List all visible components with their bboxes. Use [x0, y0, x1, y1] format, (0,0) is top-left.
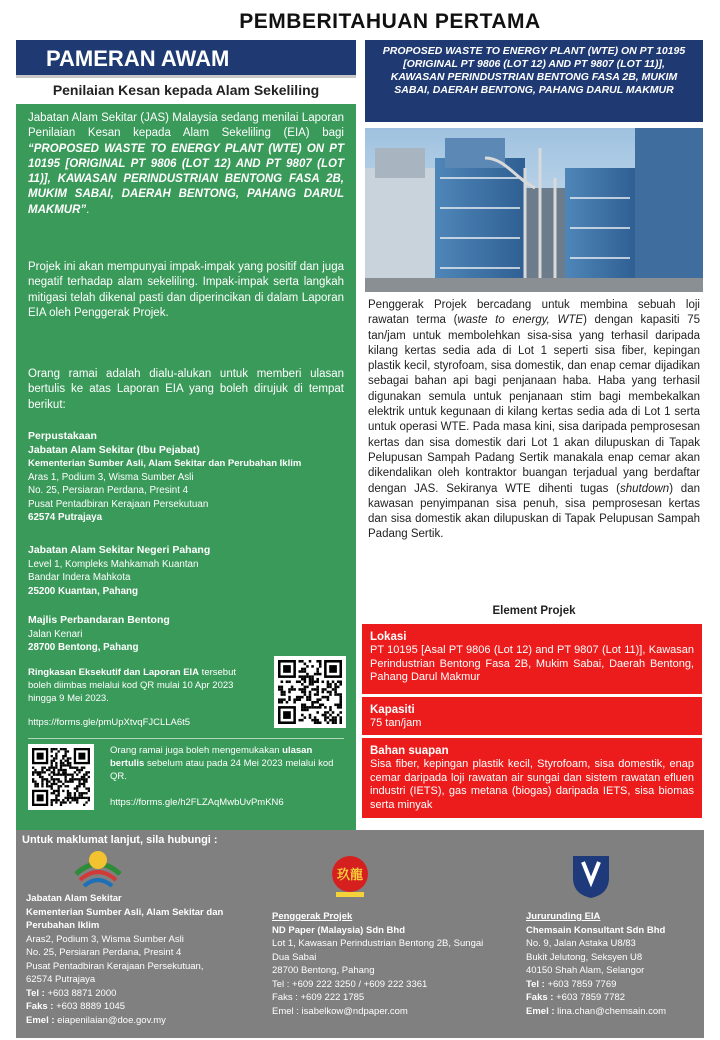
qr-code-eia[interactable] — [274, 656, 346, 728]
contact-jas: Jabatan Alam Sekitar Kementerian Sumber Asli, Alam Sekitar dan Perubahan Iklim Aras2, Podium 3, Wisma Sumber Asli No. 25, Persiaran Perdana, Presint 4 Pusat Pentadbiran Kerajaan Persekutuan, 62574 Putrajaya Tel : +603 8871 2000 Faks : +603 8889 1045 Emel : eiapenilaian@doe.gov.my — [26, 893, 224, 1026]
pameran-awam-banner: PAMERAN AWAM — [16, 40, 356, 78]
qr-code-icon — [32, 748, 90, 806]
intro-paragraph: Jabatan Alam Sekitar (JAS) Malaysia sedang menilai Laporan Penilaian Kesan kepada Alam Sekeliling (EIA) bagi “PROPOSED WASTE TO ENERGY PLANT (WTE) ON PT 10195 [ORIGINAL PT 9806 (LOT 12) AND PT 9807 (LOT 11)], KAWASAN PERINDUSTRIAN BENTONG FASA 2B, MUKIM SABAI, DAERAH BENTONG, PAHANG DARUL MAKMUR”. — [28, 112, 344, 216]
address-doe-hq: Perpustakaan Jabatan Alam Sekitar (Ibu Pejabat) Kementerian Sumber Asli, Alam Sekitar dan Perubahan Iklim Aras 1, Podium 3, Wisma Sumber Asli No. 25, Persiaran Perdana, Presint 4 Pusat Pentadbiran Kerajaan Persekutuan 62574 Putrajaya — [28, 430, 302, 523]
impact-paragraph: Projek ini akan mempunyai impak-impak yang positif dan juga negatif terhadap alam sekeliling. Impak-impak serta langkah mitigasi telah dikenal pasti dan diperincikan di dalam Laporan EIA oleh Penggerak Projek. — [28, 261, 344, 319]
address-doe-pahang: Jabatan Alam Sekitar Negeri Pahang Level 1, Kompleks Mahkamah Kuantan Bandar Indera Mahkota 25200 Kuantan, Pahang — [28, 544, 211, 597]
address-mp-bentong: Majlis Perbandaran Bentong Jalan Kenari 28700 Bentong, Pahang — [28, 614, 170, 653]
qr-code-icon — [278, 660, 342, 724]
bahan-suapan-box: Bahan suapan Sisa fiber, kepingan plastik kecil, Styrofoam, sisa domestik, enap cemar daripada loji rawatan air sungai dan sistem rawatan efluen industri (IETS), gas metana (biogas) daripada IETS, sisa biomas serta minyak — [362, 738, 702, 818]
contact-jururunding: Jururunding EIA Chemsain Konsultant Sdn Bhd No. 9, Jalan Astaka U8/83 Bukit Jelutong, Seksyen U8 40150 Shah Alam, Selangor Tel : +603 7859 7769 Faks : +603 7859 7782 Emel : lina.chan@chemsain.com — [526, 911, 667, 1017]
subtitle: Penilaian Kesan kepada Alam Sekeliling — [52, 82, 320, 98]
divider — [28, 738, 344, 739]
project-title-box: PROPOSED WASTE TO ENERGY PLANT (WTE) ON PT 10195 [ORIGINAL PT 9806 (LOT 12) AND PT 9807 (LOT 11)], KAWASAN PERINDUSTRIAN BENTONG FASA 2B, MUKIM SABAI, DAERAH BENTONG, PAHANG DARUL MAKMUR — [365, 40, 703, 122]
qr-eia-caption: Ringkasan Eksekutif dan Laporan EIA tersebut boleh diimbas melalui kod QR mulai 10 Apr 2023 hingga 9 Mei 2023. — [28, 667, 237, 704]
contact-footer — [16, 830, 704, 1038]
chemsain-email-link[interactable]: lina.chan@chemsain.com — [554, 1005, 667, 1017]
nd-paper-logo-icon — [326, 852, 374, 900]
element-projek-title: Element Projek — [492, 605, 576, 617]
invite-paragraph: Orang ramai adalah dialu-alukan untuk memberi ulasan bertulis ke atas Laporan EIA yang boleh dirujuk di tempat berikut: — [28, 368, 344, 411]
page-title: PEMBERITAHUAN PERTAMA — [239, 10, 541, 33]
info-panel — [16, 104, 356, 830]
svg-text:玖龍: 玖龍 — [336, 868, 364, 883]
kapasiti-box: Kapasiti 75 tan/jam — [362, 697, 702, 735]
jas-email-link[interactable]: eiapenilaian@doe.gov.my — [54, 1014, 166, 1026]
jas-logo-icon — [68, 844, 128, 890]
ndpaper-email-link[interactable]: Emel : isabelkow@ndpaper.com — [272, 1005, 408, 1017]
contact-penggerak: Penggerak Projek ND Paper (Malaysia) Sdn Bhd Lot 1, Kawasan Perindustrian Bentong 2B, Sungai Dua Sabai 28700 Bentong, Pahang Tel : +609 222 3250 / +609 222 3361 Faks : +609 222 1785 Emel : isabelkow@ndpaper.com — [272, 910, 492, 1018]
qr-code-comments[interactable] — [28, 744, 94, 810]
qr-comments-caption: Orang ramai juga boleh mengemukakan ulasan bertulis sebelum atau pada 24 Mei 2023 melalui kod QR. — [110, 745, 334, 782]
footer-heading: Untuk maklumat lanjut, sila hubungi : — [22, 834, 218, 846]
project-description: Penggerak Projek bercadang untuk membina sebuah loji rawatan terma (waste to energy, WTE) dengan kapasiti 75 tan/jam untuk membolehkan sisa-sisa yang terhasil daripada kilang kertas sedia ada di Lot 1 seperti sisa fiber, kepingan plastik kecil, styrofoam, sisa domestik, dan enap cemar dijadikan sebagai bahan api bagi penjanaan haba. Haba yang terhasil digunakan semula untuk penjanaan stim bagi membekalkan elektrik untuk kegunaan di kilang kertas sedia ada di Lot 1 serta untuk operasi WTE. Pada masa kini, sisa daripada pemprosesan kertas dan sisa domestik dari Lot 1 akan dilupuskan di Tapak Pelupusan Sampah Padang Sertik manakala enap cemar akan dikendalikan oleh kontraktor buangan terjadual yang berdaftar dengan JAS. Sekiranya WTE dihenti tugas (shutdown) dan kawasan penyimpanan sisa penuh, sisa pemprosesan kertas dan sisa domestik akan dilupuskan di Tapak Pelupusan Sampah Padang Sertik. — [368, 299, 700, 541]
lokasi-box: Lokasi PT 10195 [Asal PT 9806 (Lot 12) and PT 9807 (Lot 11)], Kawasan Perindustrian Bentong Fasa 2B, Mukim Sabai, Daerah Bentong, Pahang Darul Makmur — [362, 624, 702, 694]
chemsain-logo-icon — [569, 852, 613, 900]
plant-photo — [365, 128, 703, 292]
qr-eia-link[interactable]: https://forms.gle/pmUpXtvqFJCLLA6t5 — [28, 717, 191, 728]
industrial-plant-image — [365, 128, 703, 292]
qr-comments-link[interactable]: https://forms.gle/h2FLZAqMwbUvPmKN6 — [110, 797, 284, 808]
